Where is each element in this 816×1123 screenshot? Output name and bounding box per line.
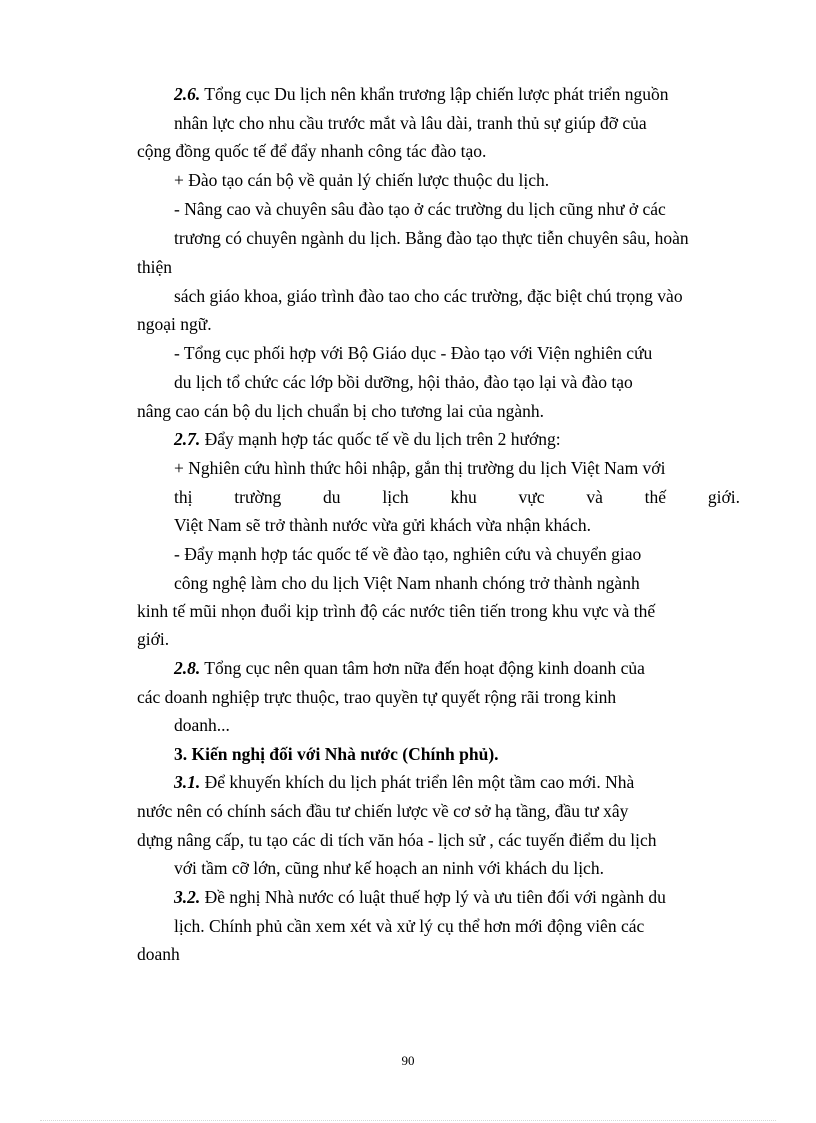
text-line: doanh... [174, 715, 230, 735]
text-line: sách giáo khoa, giáo trình đào tao cho các trường, đặc biệt chú trọng vào [174, 286, 683, 306]
text-line: - Tổng cục phối hợp với Bộ Giáo dục - Đào tạo với Viện nghiên cứu [174, 343, 653, 363]
text-line: trương có chuyên ngành du lịch. Bằng đào tạo thực tiễn chuyên sâu, hoàn [174, 228, 689, 248]
text-line: 2.7. Đẩy mạnh hợp tác quốc tế về du lịch trên 2 hướng: [174, 429, 561, 449]
text-line: 2.6. Tổng cục Du lịch nên khẩn trương lập chiến lược phát triển nguồn [174, 84, 669, 104]
section-number: 2.8. [174, 658, 201, 678]
text-line: 3.2. Đề nghị Nhà nước có luật thuế hợp lý và ưu tiên đối với ngành du [174, 887, 666, 907]
text-line: nước nên có chính sách đầu tư chiến lược về cơ sở hạ tầng, đầu tư xây [137, 801, 629, 821]
text-line: 2.8. Tổng cục nên quan tâm hơn nữa đến hoạt động kinh doanh của [174, 658, 645, 678]
text-line: ngoại ngữ. [137, 314, 212, 334]
text-line: Việt Nam sẽ trở thành nước vừa gửi khách vừa nhận khách. [174, 515, 591, 535]
text-line: du lịch tổ chức các lớp bồi dưỡng, hội thảo, đào tạo lại và đào tạo [174, 372, 633, 392]
text-line: + Nghiên cứu hình thức hôi nhập, gắn thị trường du lịch Việt Nam với [174, 458, 666, 478]
text-line: doanh [137, 944, 180, 964]
text-line: với tầm cỡ lớn, cũng như kế hoạch an ninh với khách du lịch. [174, 858, 604, 878]
text-line: lịch. Chính phủ cần xem xét và xử lý cụ thể hơn mới động viên các [174, 916, 645, 936]
text-line: thị trường du lịch khu vực và thế giới. [174, 487, 740, 507]
section-number: 3.2. [174, 887, 201, 907]
section-number: 3.1. [174, 772, 201, 792]
text-line: các doanh nghiệp trực thuộc, trao quyền tự quyết rộng rãi trong kinh [137, 687, 617, 707]
text-line: thiện [137, 257, 172, 277]
text-line: + Đào tạo cán bộ về quản lý chiến lược thuộc du lịch. [174, 170, 550, 190]
text-line: nhân lực cho nhu cầu trước mắt và lâu dài, tranh thủ sự giúp đỡ của [174, 113, 647, 133]
text-line: - Nâng cao và chuyên sâu đào tạo ở các trường du lịch cũng như ở các [174, 199, 666, 219]
section-heading: 3. Kiến nghị đối với Nhà nước (Chính phủ). [174, 744, 499, 764]
text-line: công nghệ làm cho du lịch Việt Nam nhanh chóng trở thành ngành [174, 573, 640, 593]
text-line: - Đẩy mạnh hợp tác quốc tế về đào tạo, nghiên cứu và chuyển giao [174, 544, 642, 564]
text-line: kinh tế mũi nhọn đuổi kịp trình độ các nước tiên tiến trong khu vực và thế [137, 601, 656, 621]
page-number: 90 [401, 1053, 415, 1068]
section-number: 2.7. [174, 429, 201, 449]
text-line: 3.1. Để khuyến khích du lịch phát triển lên một tầm cao mới. Nhà [174, 772, 635, 792]
page-bottom-divider [40, 1120, 776, 1121]
text-line: nâng cao cán bộ du lịch chuẩn bị cho tương lai của ngành. [137, 401, 545, 421]
text-line: giới. [137, 629, 170, 649]
text-line: cộng đồng quốc tế để đẩy nhanh công tác đào tạo. [137, 141, 487, 161]
section-number: 2.6. [174, 84, 201, 104]
text-line: dựng nâng cấp, tu tạo các di tích văn hóa - lịch sử , các tuyến điểm du lịch [137, 830, 657, 850]
